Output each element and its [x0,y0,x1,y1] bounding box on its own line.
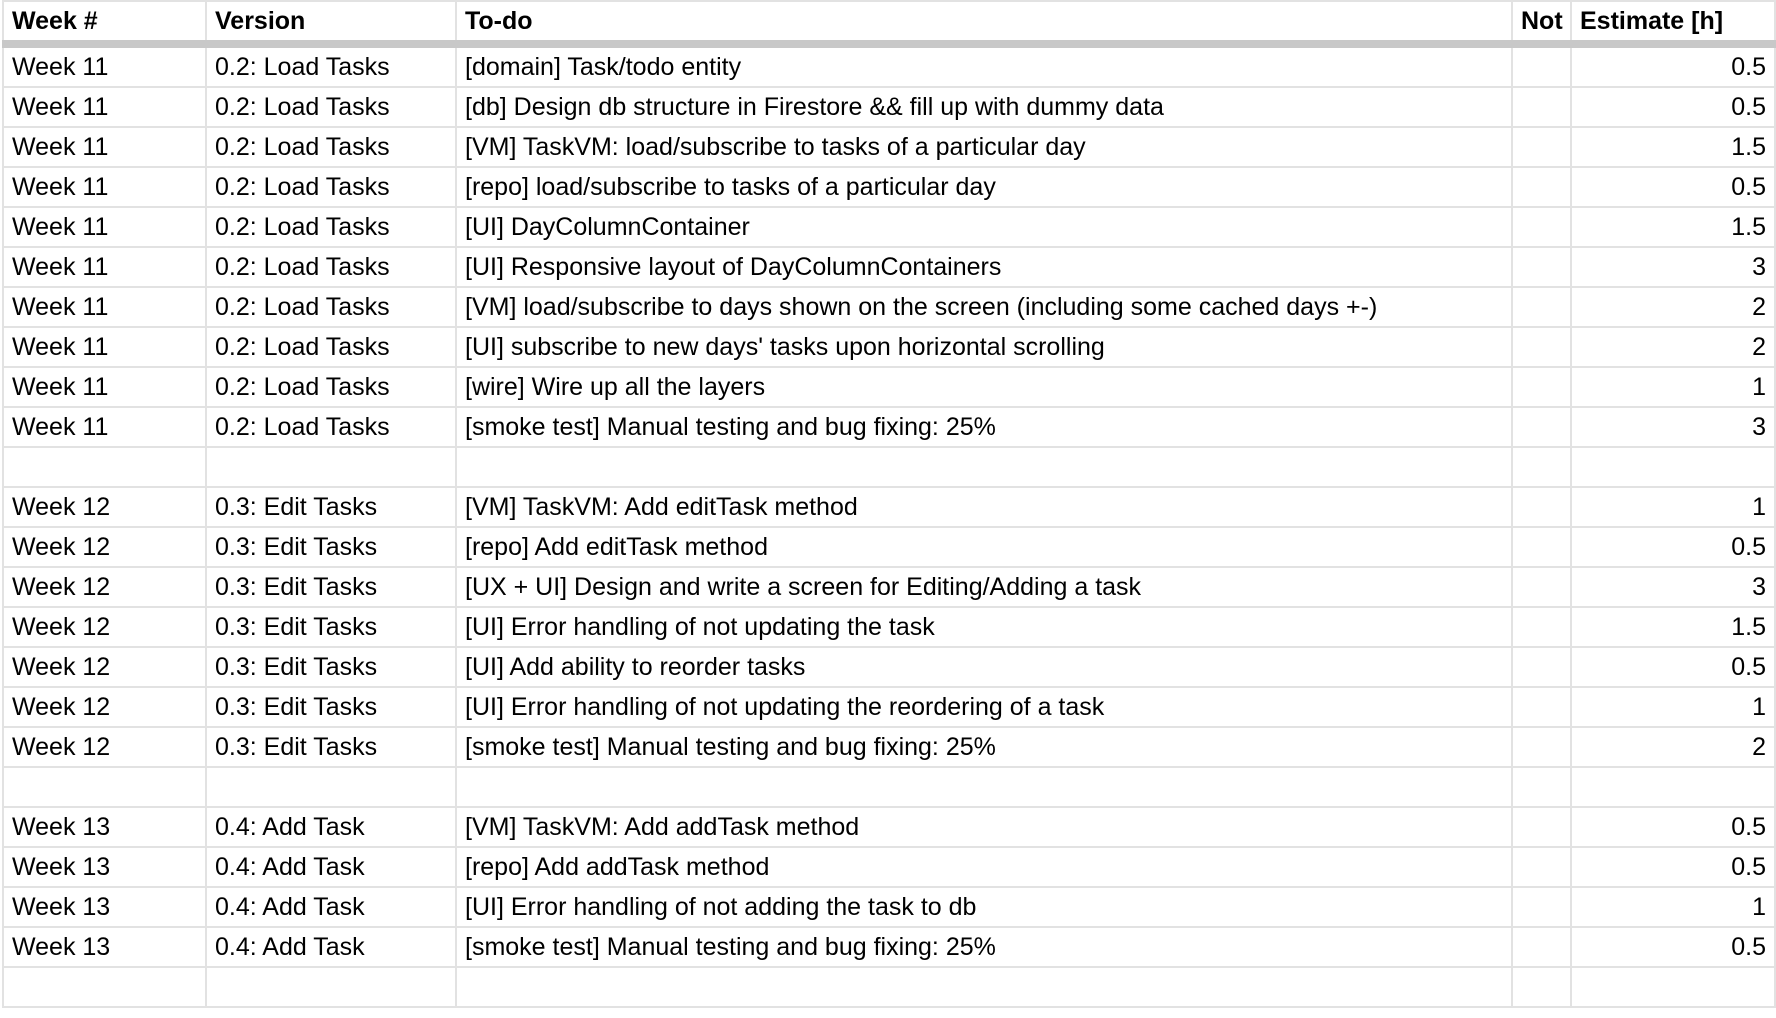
cell-estimate[interactable]: 0.5 [1571,807,1775,847]
cell-todo[interactable]: [UI] Responsive layout of DayColumnContainers [456,247,1512,287]
cell-todo[interactable] [456,447,1512,487]
cell-version[interactable]: 0.2: Load Tasks [206,44,456,87]
cell-estimate[interactable]: 0.5 [1571,847,1775,887]
cell-version[interactable] [206,967,456,1007]
cell-estimate[interactable]: 3 [1571,567,1775,607]
cell-version[interactable]: 0.3: Edit Tasks [206,567,456,607]
cell-week[interactable]: Week 11 [3,44,206,87]
cell-todo[interactable]: [UI] Error handling of not adding the task to db [456,887,1512,927]
cell-week[interactable]: Week 13 [3,927,206,967]
cell-not[interactable] [1512,567,1571,607]
table-row [3,767,1775,807]
cell-todo[interactable]: [smoke test] Manual testing and bug fixing: 25% [456,927,1512,967]
cell-version[interactable]: 0.4: Add Task [206,807,456,847]
cell-week[interactable]: Week 12 [3,527,206,567]
cell-version[interactable]: 0.2: Load Tasks [206,167,456,207]
cell-estimate[interactable]: 0.5 [1571,44,1775,87]
cell-version[interactable] [206,447,456,487]
table-row [3,327,1775,367]
cell-version[interactable]: 0.2: Load Tasks [206,367,456,407]
cell-not[interactable] [1512,967,1571,1007]
cell-not[interactable] [1512,247,1571,287]
table-row [3,567,1775,607]
cell-week[interactable] [3,967,206,1007]
cell-not[interactable] [1512,487,1571,527]
cell-week[interactable]: Week 11 [3,287,206,327]
cell-todo[interactable]: [UI] subscribe to new days' tasks upon horizontal scrolling [456,327,1512,367]
table-row [3,527,1775,567]
cell-not[interactable] [1512,847,1571,887]
cell-todo[interactable]: [VM] TaskVM: Add editTask method [456,487,1512,527]
cell-week[interactable]: Week 13 [3,887,206,927]
cell-version[interactable]: 0.2: Load Tasks [206,127,456,167]
cell-estimate[interactable] [1571,967,1775,1007]
cell-version[interactable]: 0.3: Edit Tasks [206,727,456,767]
cell-estimate[interactable]: 1 [1571,687,1775,727]
cell-version[interactable]: 0.2: Load Tasks [206,207,456,247]
cell-todo[interactable] [456,767,1512,807]
cell-not[interactable] [1512,367,1571,407]
cell-todo[interactable]: [repo] Add addTask method [456,847,1512,887]
cell-not[interactable] [1512,87,1571,127]
header-week[interactable]: Week # [3,1,206,44]
cell-week[interactable]: Week 11 [3,87,206,127]
header-estimate[interactable]: Estimate [h] [1571,1,1775,44]
table-row [3,87,1775,127]
header-row [3,1,1775,44]
header-todo[interactable]: To-do [456,1,1512,44]
cell-version[interactable] [206,767,456,807]
cell-version[interactable]: 0.3: Edit Tasks [206,607,456,647]
cell-week[interactable]: Week 12 [3,687,206,727]
cell-week[interactable]: Week 12 [3,567,206,607]
task-table [2,0,1776,1008]
cell-todo[interactable]: [db] Design db structure in Firestore && fill up with dummy data [456,87,1512,127]
cell-week[interactable]: Week 11 [3,207,206,247]
header-version[interactable]: Version [206,1,456,44]
cell-version[interactable]: 0.2: Load Tasks [206,87,456,127]
cell-not[interactable] [1512,927,1571,967]
cell-week[interactable] [3,767,206,807]
cell-estimate[interactable]: 1.5 [1571,607,1775,647]
cell-estimate[interactable]: 2 [1571,287,1775,327]
cell-estimate[interactable]: 2 [1571,327,1775,367]
cell-not[interactable] [1512,44,1571,87]
table-row [3,447,1775,487]
cell-estimate[interactable]: 1.5 [1571,207,1775,247]
cell-todo[interactable]: [domain] Task/todo entity [456,44,1512,87]
cell-todo[interactable]: [UI] Add ability to reorder tasks [456,647,1512,687]
cell-version[interactable]: 0.3: Edit Tasks [206,647,456,687]
cell-estimate[interactable]: 0.5 [1571,927,1775,967]
cell-todo[interactable]: [wire] Wire up all the layers [456,367,1512,407]
cell-week[interactable]: Week 12 [3,607,206,647]
cell-estimate[interactable]: 1.5 [1571,127,1775,167]
cell-week[interactable]: Week 11 [3,167,206,207]
table-row [3,847,1775,887]
cell-estimate[interactable] [1571,767,1775,807]
cell-todo[interactable] [456,967,1512,1007]
cell-week[interactable] [3,447,206,487]
cell-not[interactable] [1512,887,1571,927]
cell-version[interactable]: 0.4: Add Task [206,847,456,887]
cell-todo[interactable]: [smoke test] Manual testing and bug fixing: 25% [456,727,1512,767]
table-row [3,247,1775,287]
cell-not[interactable] [1512,167,1571,207]
cell-todo[interactable]: [UI] DayColumnContainer [456,207,1512,247]
cell-week[interactable]: Week 11 [3,247,206,287]
table-row [3,887,1775,927]
table-row [3,407,1775,447]
cell-todo[interactable]: [UI] Error handling of not updating the reordering of a task [456,687,1512,727]
table-row [3,647,1775,687]
cell-not[interactable] [1512,447,1571,487]
table-row [3,487,1775,527]
table-row [3,967,1775,1007]
header-not[interactable]: Not [1512,1,1571,44]
cell-not[interactable] [1512,287,1571,327]
table-row [3,687,1775,727]
table-row [3,927,1775,967]
table-row [3,727,1775,767]
table-body [3,44,1775,1007]
cell-estimate[interactable]: 1 [1571,887,1775,927]
cell-version[interactable]: 0.2: Load Tasks [206,287,456,327]
table-row [3,44,1775,87]
cell-week[interactable]: Week 13 [3,847,206,887]
cell-week[interactable]: Week 12 [3,727,206,767]
cell-week[interactable]: Week 12 [3,487,206,527]
cell-estimate[interactable]: 1 [1571,487,1775,527]
cell-todo[interactable]: [smoke test] Manual testing and bug fixing: 25% [456,407,1512,447]
cell-todo[interactable]: [VM] load/subscribe to days shown on the screen (including some cached days +-) [456,287,1512,327]
cell-todo[interactable]: [UX + UI] Design and write a screen for Editing/Adding a task [456,567,1512,607]
cell-not[interactable] [1512,727,1571,767]
cell-estimate[interactable]: 0.5 [1571,647,1775,687]
table-row [3,287,1775,327]
cell-week[interactable]: Week 13 [3,807,206,847]
cell-estimate[interactable]: 3 [1571,407,1775,447]
cell-todo[interactable]: [VM] TaskVM: load/subscribe to tasks of a particular day [456,127,1512,167]
table-row [3,807,1775,847]
cell-week[interactable]: Week 11 [3,327,206,367]
cell-estimate[interactable]: 3 [1571,247,1775,287]
table-row [3,127,1775,167]
cell-estimate[interactable]: 1 [1571,367,1775,407]
cell-week[interactable]: Week 11 [3,127,206,167]
cell-version[interactable]: 0.3: Edit Tasks [206,527,456,567]
cell-not[interactable] [1512,527,1571,567]
cell-version[interactable]: 0.3: Edit Tasks [206,687,456,727]
cell-version[interactable]: 0.3: Edit Tasks [206,487,456,527]
cell-not[interactable] [1512,767,1571,807]
cell-estimate[interactable]: 0.5 [1571,167,1775,207]
cell-estimate[interactable] [1571,447,1775,487]
cell-not[interactable] [1512,327,1571,367]
cell-version[interactable]: 0.2: Load Tasks [206,407,456,447]
cell-not[interactable] [1512,807,1571,847]
cell-week[interactable]: Week 11 [3,407,206,447]
cell-version[interactable]: 0.2: Load Tasks [206,327,456,367]
cell-version[interactable]: 0.4: Add Task [206,887,456,927]
cell-week[interactable]: Week 12 [3,647,206,687]
cell-estimate[interactable]: 0.5 [1571,87,1775,127]
cell-not[interactable] [1512,607,1571,647]
cell-version[interactable]: 0.4: Add Task [206,927,456,967]
cell-estimate[interactable]: 0.5 [1571,527,1775,567]
cell-todo[interactable]: [repo] Add editTask method [456,527,1512,567]
table-row [3,167,1775,207]
cell-todo[interactable]: [UI] Error handling of not updating the task [456,607,1512,647]
cell-week[interactable]: Week 11 [3,367,206,407]
cell-not[interactable] [1512,127,1571,167]
cell-not[interactable] [1512,207,1571,247]
cell-estimate[interactable]: 2 [1571,727,1775,767]
cell-not[interactable] [1512,407,1571,447]
table-row [3,207,1775,247]
cell-not[interactable] [1512,687,1571,727]
table-row [3,607,1775,647]
cell-not[interactable] [1512,647,1571,687]
cell-version[interactable]: 0.2: Load Tasks [206,247,456,287]
cell-todo[interactable]: [VM] TaskVM: Add addTask method [456,807,1512,847]
table-row [3,367,1775,407]
cell-todo[interactable]: [repo] load/subscribe to tasks of a particular day [456,167,1512,207]
